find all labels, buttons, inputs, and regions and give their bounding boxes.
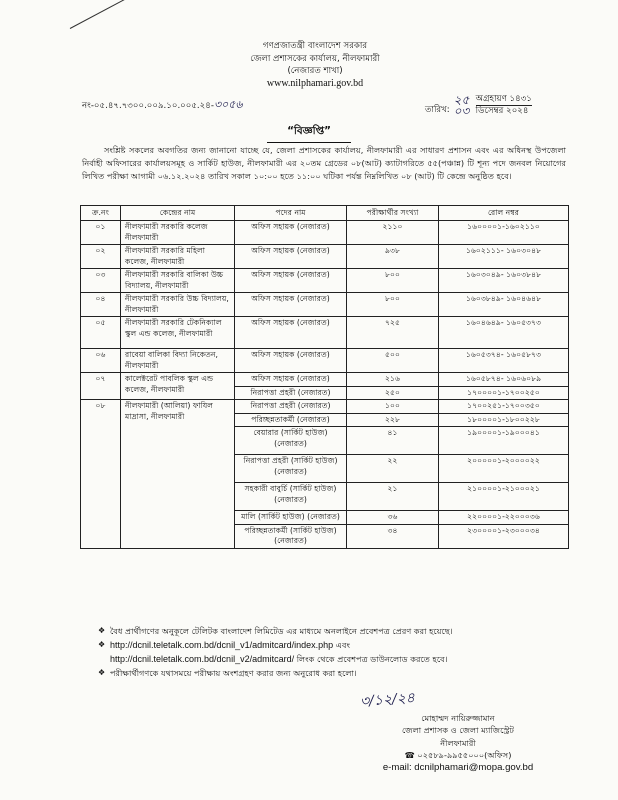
post-cell: অফিস সহায়ক (নেজারত): [235, 269, 347, 293]
signatory-phone: ☎ ০২৫৮৯-৯৯৫৫০০০(অফিস): [404, 750, 512, 761]
signatory-designation: জেলা প্রশাসক ও জেলা ম্যাজিস্ট্রেট: [401, 725, 515, 736]
date-bangla-month-year: অগ্রহায়ণ ১৪৩১: [475, 94, 532, 104]
post-cell: নিরাপত্তা প্রহরী (নেজারত): [235, 400, 347, 414]
date-english-month-year: ডিসেম্বর ২০২৪: [475, 106, 529, 116]
count-cell: ৩৬: [347, 511, 439, 525]
table-row: [81, 349, 569, 373]
center-cell: কালেক্টরেট পাবলিক স্কুল এন্ড কলেজ, নীলফামারী: [121, 373, 235, 400]
list-item: [98, 638, 568, 652]
post-cell: বেয়ারার (সার্কিট হাউজ) (নেজারত): [235, 427, 347, 455]
header-count: পরীক্ষার্থীর সংখ্যা: [347, 206, 439, 221]
header-government: গণপ্রজাতন্ত্রী বাংলাদেশ সরকার: [262, 41, 368, 51]
post-cell: অফিস সহায়ক (নেজারত): [235, 349, 347, 373]
roll-cell: ১৬০৫৩৭৪- ১৬০৫৮৭৩: [439, 349, 569, 373]
count-cell: ৩৪: [347, 524, 439, 548]
count-cell: ৯৩৮: [347, 245, 439, 269]
count-cell: ৮০০: [347, 293, 439, 317]
post-cell: অফিস সহায়ক (নেজারত): [235, 373, 347, 387]
table-row: [81, 373, 569, 387]
notice-intro: সংশ্লিষ্ট সকলের অবগতির জন্য জানানো যাচ্ছে যে, জেলা প্রশাসকের কার্যালয়, নীলফামারী এর সাধারণ প্রশাসন এবং এর অধিনস্থ উপজেলা নির্বাহী অফিসারের কার্যালয়সমূহ ও সার্কিট হাউজ, নীলফামারী এর ২০তম গ্রেডের ০৮(আট) ক্যাটাগরিতে ৫৫(পঞ্চান্ন) টি শূন্য পদে জনবল নিয়োগের লিখিত পরীক্ষা আগামী ০৬.১২.২০২৪ তারিখ সকাল ১০:০০ হতে ১১:০০ ঘটিকা পর্যন্ত নিম্নলিখিত ০৮ (আট) টি কেন্দ্রে অনুষ্ঠিত হবে।: [82, 145, 566, 181]
table-row: [81, 293, 569, 317]
memo-number: [82, 96, 243, 115]
office-header: [190, 40, 440, 90]
table-row: [81, 317, 569, 349]
handwritten-signature: ৩/১২/২৪: [359, 690, 416, 710]
serial-cell: ০৩: [81, 269, 121, 293]
date-english-day: ০৩: [453, 104, 470, 118]
center-cell: নীলফামারী সরকারি মহিলা কলেজ, নীলফামারী: [121, 245, 235, 269]
list-item: [98, 666, 568, 680]
roll-cell: ১৬০২১১১- ১৬০৩০৪৮: [439, 245, 569, 269]
count-cell: ৭২৫: [347, 317, 439, 349]
roll-cell: ১৬০৩৮৪৯- ১৬০৪৬৪৮: [439, 293, 569, 317]
center-cell: রাবেয়া বালিকা বিদ্যা নিকেতন, নীলফামারী: [121, 349, 235, 373]
table-row: [81, 269, 569, 293]
pen-stroke-mark: [70, 0, 132, 29]
serial-cell: ০৭: [81, 373, 121, 400]
diamond-bullet-icon: ❖: [98, 668, 106, 677]
count-cell: ২২: [347, 455, 439, 483]
roll-cell: ১৭০০০০১-১৭০০২৫০: [439, 386, 569, 400]
serial-cell: ০৬: [81, 349, 121, 373]
serial-cell: ০১: [81, 221, 121, 245]
signatory-name: মোহাম্মদ নায়িরুজ্জামান: [421, 713, 495, 723]
count-cell: ২১৬: [347, 373, 439, 387]
notice-date: [425, 94, 532, 117]
date-bangla-day: ২৫: [453, 92, 470, 107]
url-suffix: লিংক থেকে প্রবেশপত্র ডাউনলোড করতে হবে।: [296, 654, 448, 664]
note-admit-card: বৈধ প্রার্থীগণের অনুকূলে টেলিটক বাংলাদেশ লিমিটেড এর মাধ্যমে অনলাইনে প্রবেশপত্র প্রেরণ করা হয়েছে।: [110, 626, 453, 636]
header-post: পদের নাম: [235, 206, 347, 221]
note-attend-on-time: পরীক্ষার্থীগণকে যথাসময়ে পরীক্ষায় অংশগ্রহণ করার জন্য অনুরোধ করা হলো।: [110, 668, 357, 678]
roll-cell: ১৬০৩০৪৯- ১৬০৩৮৪৮: [439, 269, 569, 293]
post-cell: অফিস সহায়ক (নেজারত): [235, 293, 347, 317]
center-cell: নীলফামারী সরকারি উচ্চ বিদ্যালয়, নীলফামারী: [121, 293, 235, 317]
count-cell: ২১: [347, 483, 439, 511]
post-cell: নিরাপত্তা প্রহরী (সার্কিট হাউজ) (নেজারত): [235, 455, 347, 483]
list-item-continuation: [98, 652, 568, 666]
count-cell: ৫০০: [347, 349, 439, 373]
serial-cell: ০৮: [81, 400, 121, 549]
signatory-email[interactable]: e-mail: dcnilphamari@mopa.gov.bd: [382, 761, 534, 773]
admit-card-link-1[interactable]: http://dcnil.teletalk.com.bd/dcnil_v1/admitcard/index.php: [110, 640, 334, 650]
notice-notes: [98, 624, 568, 680]
roll-cell: ২২০০০০১-২২০০০৩৬: [439, 511, 569, 525]
post-cell: সহকারী বাবুর্চি (সার্কিট হাউজ) (নেজারত): [235, 483, 347, 511]
diamond-bullet-icon: ❖: [98, 626, 106, 635]
table-row: [81, 221, 569, 245]
roll-cell: ২১০০০০১-২১০০০২১: [439, 483, 569, 511]
notice-title: “বিজ্ঞপ্তি”: [255, 124, 363, 141]
diamond-bullet-icon: ❖: [98, 640, 106, 649]
header-center: কেন্দ্রের নাম: [121, 206, 235, 221]
count-cell: ২১১০: [347, 221, 439, 245]
table-row: [81, 245, 569, 269]
header-office: জেলা প্রশাসকের কার্যালয়, নীলফামারী: [250, 53, 380, 64]
roll-cell: ১৬০০০০১-১৬০২১১০: [439, 221, 569, 245]
list-item: [98, 624, 568, 638]
count-cell: ২২৮: [347, 413, 439, 427]
memo-prefix: নং-০৫.৪৭.৭৩০০.০০৯.১০.০০৫.২৪-: [82, 101, 214, 111]
table-row: [81, 400, 569, 414]
exam-centers-table: [80, 205, 569, 549]
signatory-block: [348, 712, 568, 774]
post-cell: অফিস সহায়ক (নেজারত): [235, 221, 347, 245]
serial-cell: ০২: [81, 245, 121, 269]
roll-cell: ১৭০০২৫১-১৭০০৩৫০: [439, 400, 569, 414]
signatory-place: নীলফামারী: [440, 737, 476, 748]
header-section: (নেজারত শাখা): [287, 66, 343, 77]
roll-cell: ১৬০৪৬৪৯- ১৬০৫৩৭৩: [439, 317, 569, 349]
admit-card-link-2[interactable]: http://dcnil.teletalk.com.bd/dcnil_v2/admitcard/: [110, 654, 295, 664]
roll-cell: ১৮০০০০১-১৮০০২২৮: [439, 413, 569, 427]
post-cell: অফিস সহায়ক (নেজারত): [235, 317, 347, 349]
header-roll: রোল নম্বর: [439, 206, 569, 221]
roll-cell: ২০০০০০১-২০০০০২২: [439, 455, 569, 483]
serial-cell: ০৪: [81, 293, 121, 317]
serial-cell: ০৫: [81, 317, 121, 349]
count-cell: ২৫০: [347, 386, 439, 400]
center-cell: নীলফামারী (আলিয়া) ফাযিল মাদ্রাসা, নীলফামারী: [121, 400, 235, 549]
center-cell: নীলফামারী সরকারি বালিকা উচ্চ বিদ্যালয়, নীলফামারী: [121, 269, 235, 293]
center-cell: নীলফামারী সরকারি কলেজ নীলফামারী: [121, 221, 235, 245]
table-header-row: [81, 206, 569, 221]
header-serial: ক্র.নং: [81, 206, 121, 221]
count-cell: ৮০০: [347, 269, 439, 293]
roll-cell: ১৬০৫৮৭৪- ১৬০৬০৮৯: [439, 373, 569, 387]
center-cell: নীলফামারী সরকারি টেকনিক্যাল স্কুল এন্ড কলেজ, নীলফামারী: [121, 317, 235, 349]
url-joiner: এবং: [335, 640, 351, 650]
post-cell: অফিস সহায়ক (নেজারত): [235, 245, 347, 269]
post-cell: নিরাপত্তা প্রহরী (নেজারত): [235, 386, 347, 400]
header-website: www.nilphamari.gov.bd: [266, 77, 364, 89]
post-cell: পরিচ্ছন্নতাকর্মী (সার্কিট হাউজ) (নেজারত): [235, 524, 347, 548]
count-cell: ৪১: [347, 427, 439, 455]
post-cell: মালি (সার্কিট হাউজ) (নেজারত): [235, 511, 347, 525]
roll-cell: ২৩০০০০১-২৩০০০৩৪: [439, 524, 569, 548]
roll-cell: ১৯০০০০১-১৯০০০৪১: [439, 427, 569, 455]
post-cell: পরিচ্ছন্নতাকর্মী (নেজারত): [235, 413, 347, 427]
memo-handwritten-number: ৩০৫৬: [213, 98, 243, 111]
count-cell: ১০০: [347, 400, 439, 414]
date-label: তারিখ:: [425, 105, 450, 115]
